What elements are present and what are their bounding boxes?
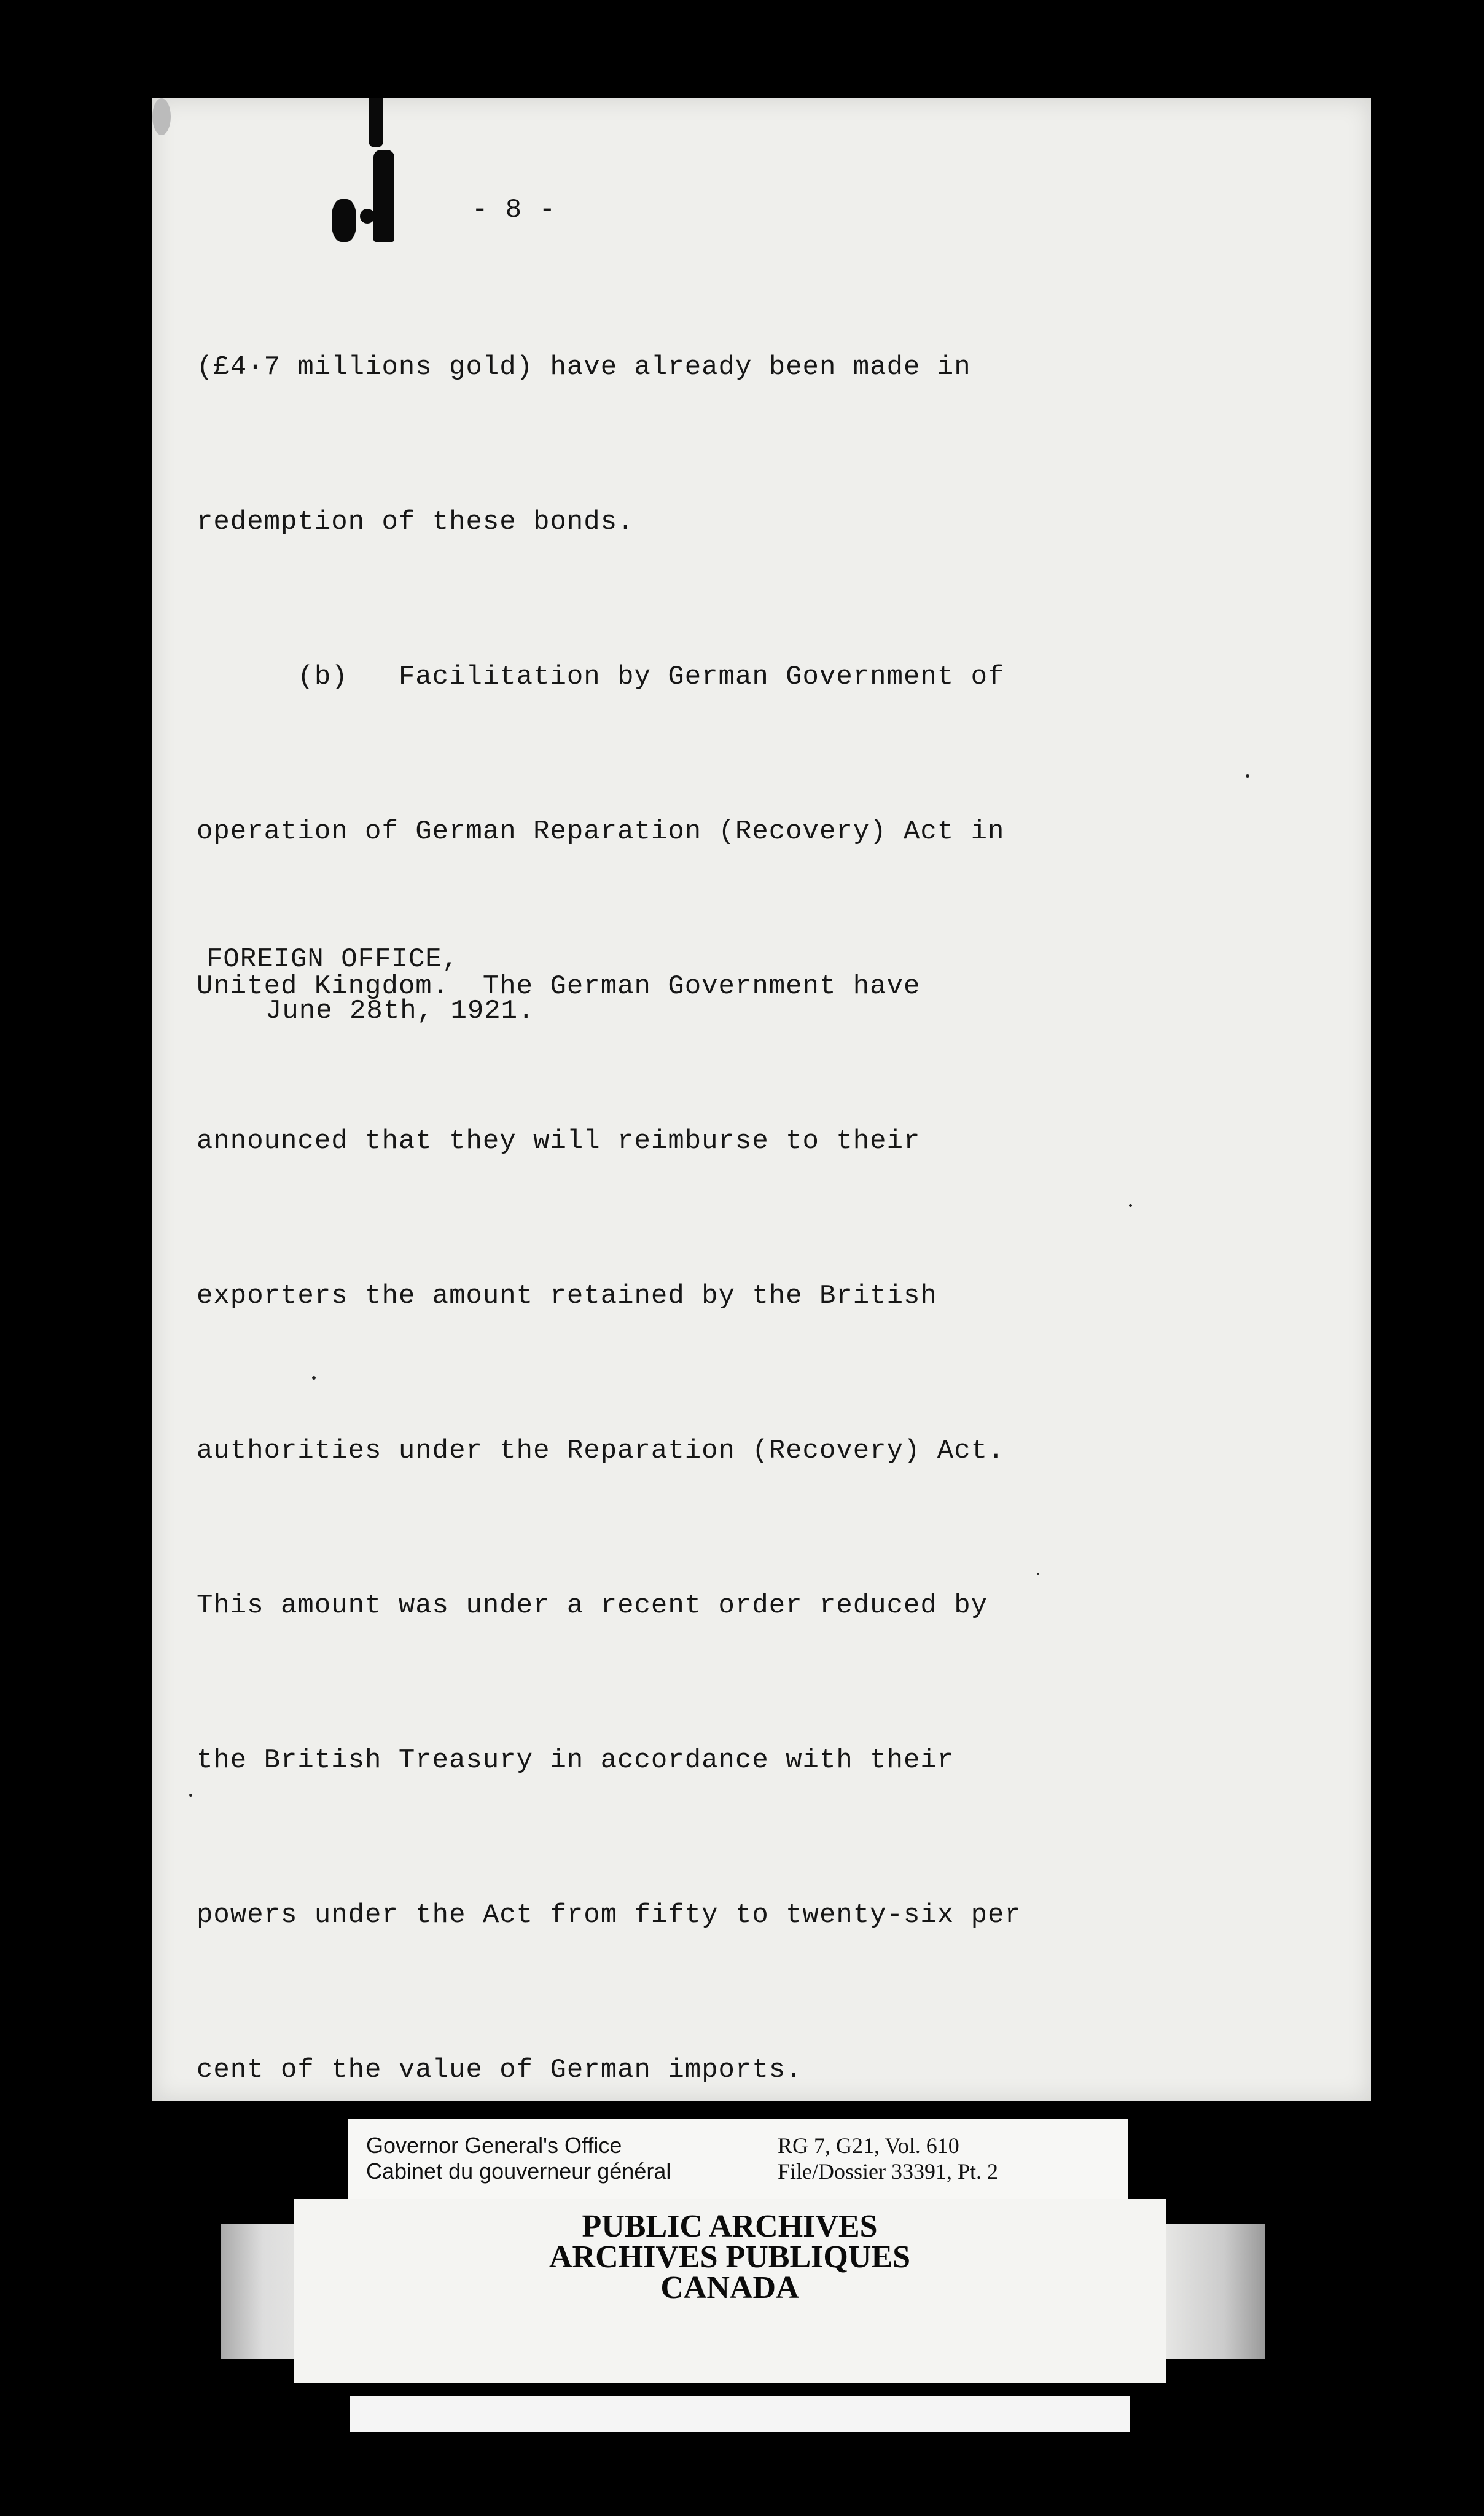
file-reference [778, 2133, 998, 2184]
page-number: - 8 - [472, 195, 556, 225]
stamp-line-fr: ARCHIVES PUBLIQUES [549, 2240, 911, 2275]
text-line: cent of the value of German imports. [197, 2055, 803, 2085]
body-text [197, 238, 1021, 2147]
text-line: exporters the amount retained by the British [197, 1281, 937, 1311]
text-line: authorities under the Reparation (Recovery) Act. [197, 1436, 1005, 1466]
text-line: (£4·7 millions gold) have already been made in [197, 352, 971, 383]
stamp-line-en: PUBLIC ARCHIVES [582, 2209, 878, 2244]
ink-blot [360, 209, 375, 224]
text-line: operation of German Reparation (Recovery) Act in [197, 816, 1005, 847]
signoff: FOREIGN OFFICE, [206, 944, 459, 975]
text-line: redemption of these bonds. [197, 507, 635, 537]
speck [1037, 1572, 1039, 1575]
signoff-date: June 28th, 1921. [265, 996, 535, 1026]
ink-blot [332, 199, 356, 242]
speck [1246, 774, 1249, 778]
speck [189, 1794, 192, 1797]
office-name [366, 2133, 671, 2184]
office-name-en: Governor General's Office [366, 2133, 622, 2158]
record-group: RG 7, G21, Vol. 610 [778, 2133, 959, 2158]
archive-reference-label [348, 2119, 1128, 2199]
speck [1129, 1204, 1132, 1207]
ink-blot [373, 150, 394, 242]
text-line: powers under the Act from fifty to twenty-six per [197, 1900, 1021, 1931]
speck [152, 98, 171, 135]
bottom-strip [350, 2396, 1130, 2432]
stamp-line-country: CANADA [660, 2270, 799, 2305]
archive-stamp [294, 2199, 1166, 2383]
file-number: File/Dossier 33391, Pt. 2 [778, 2159, 999, 2184]
text-line: the British Treasury in accordance with their [197, 1745, 955, 1776]
text-line: United Kingdom. The German Government have [197, 971, 921, 1002]
text-line: (b) Facilitation by German Government of [197, 662, 1005, 692]
text-line: This amount was under a recent order reduced by [197, 1590, 988, 1621]
ink-blot [369, 98, 383, 147]
text-line: announced that they will reimburse to their [197, 1126, 921, 1157]
office-name-fr: Cabinet du gouverneur général [366, 2159, 671, 2184]
